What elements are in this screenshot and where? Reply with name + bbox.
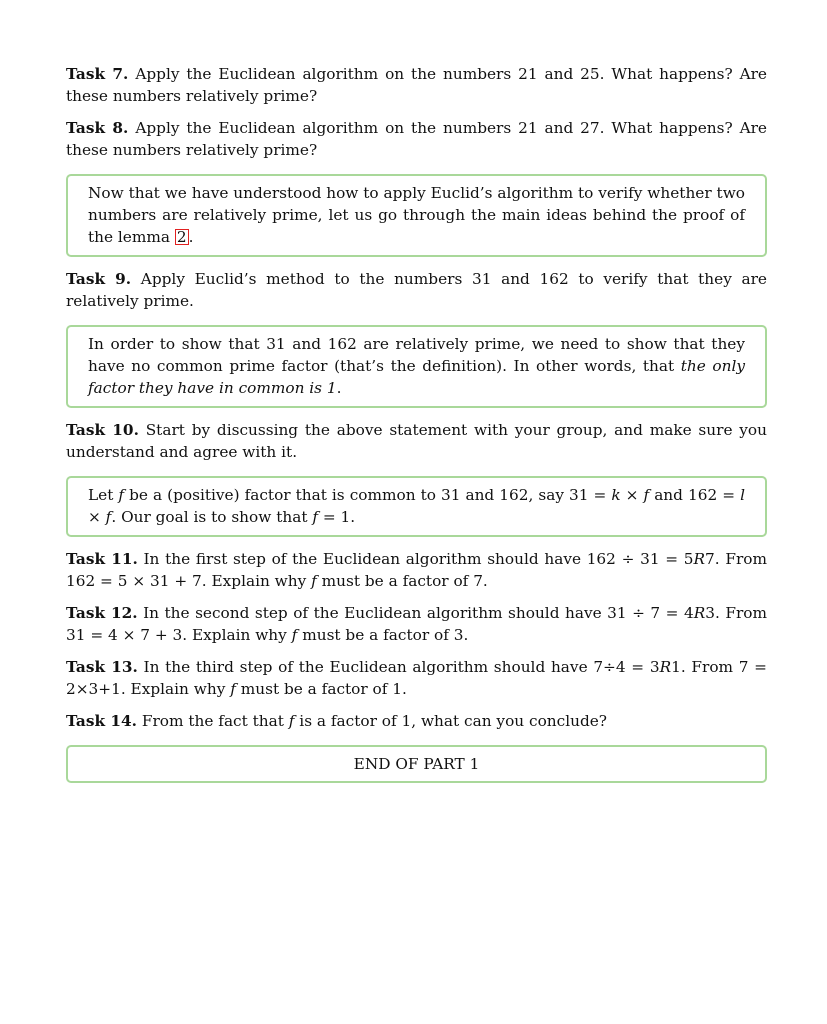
task-14-var-f: f: [288, 712, 295, 730]
task-12-text-a: In the second step of the Euclidean algorithm should have 31 ÷ 7 = 4: [143, 604, 694, 622]
task-14-text-a: From the fact that: [141, 712, 289, 730]
task-11: [66, 548, 767, 592]
task-7: [66, 63, 767, 107]
note-box-common-factor: [66, 476, 767, 537]
note-box-common-factor-text-b: be a (positive) factor that is common to 31 and 162, say 31 =: [124, 486, 612, 504]
task-7-text: Apply the Euclidean algorithm on the numbers 21 and 25. What happens? Are these numbers relatively prime?: [66, 65, 767, 105]
note-box-common-factor-text-d: . Our goal is to show that: [111, 508, 313, 526]
note-box-euclid-proof: [66, 174, 767, 257]
task-8: [66, 117, 767, 161]
task-13-text-b: 1. From 7 = 2×3+1. Explain why: [66, 658, 767, 698]
task-8-label: Task 8.: [66, 119, 129, 137]
task-12-remainder-r: R: [693, 604, 706, 622]
task-13-text-a: In the third step of the Euclidean algorithm should have 7÷4 = 3: [143, 658, 660, 676]
note-box-relatively-prime-end: .: [336, 379, 342, 397]
task-11-label: Task 11.: [66, 550, 138, 568]
task-12-label: Task 12.: [66, 604, 138, 622]
end-of-part-text: END OF PART 1: [353, 755, 480, 773]
task-10-text: Start by discussing the above statement with your group, and make sure you understand and agree with it.: [66, 421, 767, 461]
task-12-var-f: f: [291, 626, 298, 644]
task-8-text: Apply the Euclidean algorithm on the numbers 21 and 27. What happens? Are these numbers relatively prime?: [66, 119, 767, 159]
task-13: [66, 656, 767, 700]
task-9: [66, 268, 767, 312]
task-7-label: Task 7.: [66, 65, 129, 83]
task-11-text-a: In the first step of the Euclidean algorithm should have 162 ÷ 31 = 5: [143, 550, 694, 568]
task-14-label: Task 14.: [66, 712, 137, 730]
lemma-reference-link[interactable]: 2: [176, 228, 187, 246]
note-box-common-factor-text-a: Let: [88, 486, 119, 504]
note-box-relatively-prime-emphasis: the only factor they have in common is 1: [88, 357, 745, 397]
end-of-part-box: [66, 745, 767, 783]
note-box-euclid-proof-text: Now that we have understood how to apply Euclid’s algorithm to verify whether two numbers are relatively prime, let us go through the main ideas behind the proof of the lemma: [88, 184, 745, 246]
note-box-common-factor-eq3: f: [312, 508, 319, 526]
task-11-var-f: f: [311, 572, 317, 590]
note-box-common-factor-eq2: l × f: [88, 486, 745, 526]
note-box-relatively-prime: [66, 325, 767, 408]
task-14-text-b: is a factor of 1, what can you conclude?: [294, 712, 607, 730]
task-12-text-c: must be a factor of 3.: [297, 626, 469, 644]
task-13-text-c: must be a factor of 1.: [235, 680, 407, 698]
task-11-text-b: 7. From 162 = 5 × 31 + 7. Explain why: [66, 550, 767, 590]
task-11-text-c: must be a factor of 7.: [316, 572, 488, 590]
task-10-label: Task 10.: [66, 421, 139, 439]
task-14: [66, 710, 767, 732]
note-box-common-factor-text-e: = 1.: [318, 508, 356, 526]
task-11-remainder-r: R: [693, 550, 706, 568]
note-box-common-factor-text-c: and 162 =: [649, 486, 741, 504]
task-12-text-b: 3. From 31 = 4 × 7 + 3. Explain why: [66, 604, 767, 644]
task-10: [66, 419, 767, 463]
note-box-common-factor-eq1: k × f: [611, 486, 650, 504]
note-box-relatively-prime-text: In order to show that 31 and 162 are relatively prime, we need to show that they have no common prime factor (that’s the definition). In other words, that: [88, 335, 745, 375]
task-13-remainder-r: R: [659, 658, 672, 676]
task-9-label: Task 9.: [66, 270, 132, 288]
note-box-euclid-proof-end: .: [188, 228, 194, 246]
note-box-common-factor-var-f: f: [118, 486, 125, 504]
task-12: [66, 602, 767, 646]
task-13-label: Task 13.: [66, 658, 138, 676]
document-page: [66, 63, 767, 794]
task-9-text: Apply Euclid’s method to the numbers 31 and 162 to verify that they are relatively prime.: [66, 270, 767, 310]
task-13-var-f: f: [230, 680, 236, 698]
